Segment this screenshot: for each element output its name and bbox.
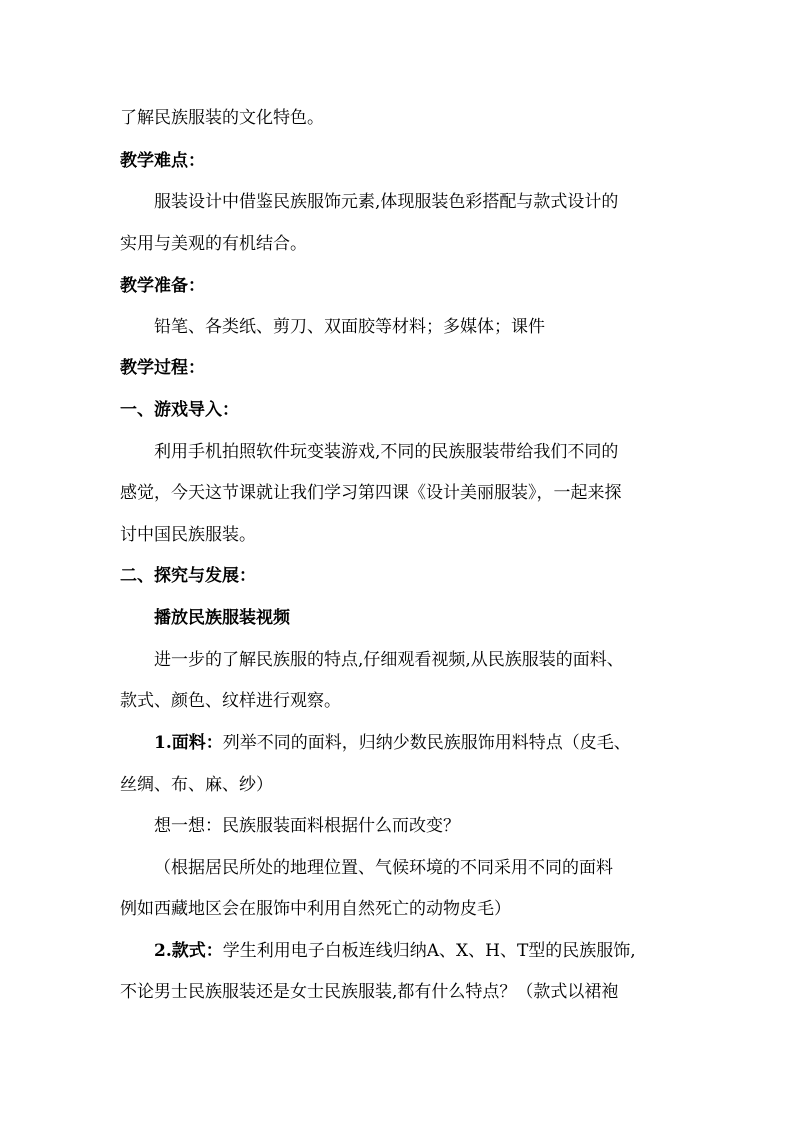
text-line: 了解民族服装的文化特色。 [120, 108, 324, 128]
item-text: 学生利用电子白板连线归纳A、X、H、T型的民族服饰, [222, 941, 636, 961]
section-heading: 教学准备： [120, 276, 205, 296]
text-line: 铅笔、各类纸、剪刀、双面胶等材料；多媒体；课件 [154, 317, 545, 337]
section-heading: 教学过程： [120, 358, 205, 378]
section-heading: 二、探究与发展： [120, 566, 256, 586]
item-label: 1.面料： [154, 733, 223, 753]
text-line: 感觉，今天这节课就让我们学习第四课《设计美丽服装》，一起来探 [120, 483, 622, 503]
text-line: 款式、颜色、纹样进行观察。 [120, 691, 341, 711]
text-line: 服装设计中借鉴民族服饰元素,体现服装色彩搭配与款式设计的 [154, 192, 619, 212]
text-line [154, 939, 690, 963]
text-line [154, 731, 690, 755]
text-line: 讨中国民族服装。 [120, 525, 256, 545]
text-line: 利用手机拍照软件玩变装游戏,不同的民族服装带给我们不同的 [154, 442, 619, 462]
item-label: 2.款式： [154, 941, 223, 961]
text-line: 想一想：民族服装面料根据什么而改变？ [154, 816, 460, 836]
section-heading: 一、游戏导入： [120, 400, 239, 420]
section-heading: 教学难点： [120, 151, 205, 171]
text-line: 实用与美观的有机结合。 [120, 234, 307, 254]
item-text: 列举不同的面料，归纳少数民族服饰用料特点（皮毛、 [222, 733, 631, 753]
text-line: 不论男士民族服装还是女士民族服装,都有什么特点？（款式以裙袍 [120, 982, 619, 1002]
sub-heading: 播放民族服装视频 [154, 608, 290, 628]
text-line: （根据居民所处的地理位置、气候环境的不同采用不同的面料 [154, 858, 613, 878]
text-line: 进一步的了解民族服的特点,仔细观看视频,从民族服装的面料、 [154, 650, 624, 670]
text-line: 例如西藏地区会在服饰中利用自然死亡的动物皮毛） [120, 899, 511, 919]
text-line: 丝绸、布、麻、纱） [120, 775, 273, 795]
